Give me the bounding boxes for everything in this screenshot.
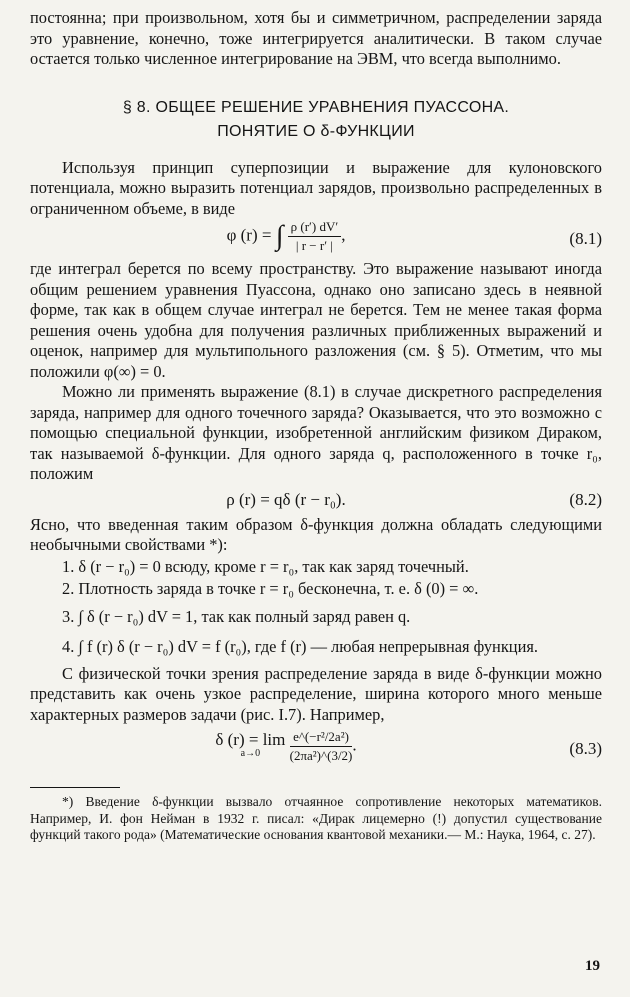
eq3-numerator: e^(−r²/2a²) <box>290 729 353 747</box>
eq1-tail: , <box>341 225 346 245</box>
eq1-lhs: φ (r) = <box>226 225 272 245</box>
eq3-label: (8.3) <box>569 739 602 758</box>
property-3: 3. ∫ δ (r − r₀) dV = 1, так как полный заряд равен q. <box>62 606 411 626</box>
eq1-denominator: | r − r′ | <box>295 238 333 253</box>
paragraph-physical: С физической точки зрения распределение заряда в виде δ-функции можно представить как очень узкое распределение, ширина которого много меньше характерных размеров задачи (рис. I.7). Например, <box>30 663 602 724</box>
eq3-tail: . <box>352 735 357 755</box>
paragraph-intro: постоянна; при произвольном, хотя бы и симметричном, распределении заряда это уравнение, конечно, тоже интегрируется аналитически. В таком случае остается только численное интегрирование на ЭВМ, что всегда выполнимо. <box>30 8 602 68</box>
eq3-lim <box>215 729 286 761</box>
paragraph-properties: Ясно, что введенная таким образом δ-функция должна обладать следующими необычными свойствами *): <box>30 514 602 554</box>
eq3-denominator: (2πa²)^(3/2) <box>289 748 353 763</box>
paragraph-delta-intro: Можно ли применять выражение (8.1) в случае дискретного распределения заряда, например для одного точечного заряда? Оказывается, что это возможно с помощью специальной функции, изобретенной английским физиком Дираком, так называемой δ-функции. Для одного заряда q, расположенного в точке r₀, положим <box>30 382 602 483</box>
section-heading-line2: ПОНЯТИЕ О δ-ФУНКЦИИ <box>217 122 415 140</box>
property-2: 2. Плотность заряда в точке r = r₀ бесконечна, т. е. δ (0) = ∞. <box>62 578 479 598</box>
property-4: 4. ∫ f (r) δ (r − r₀) dV = f (r₀), где f (r) — любая непрерывная функция. <box>62 636 538 656</box>
page-number: 19 <box>585 958 600 974</box>
eq1-label: (8.1) <box>569 229 602 248</box>
eq2-label: (8.2) <box>569 489 602 509</box>
eq3-fraction <box>290 729 353 764</box>
integral-sign: ∫ <box>275 220 284 252</box>
footnote-divider <box>30 787 120 788</box>
paragraph-superposition: Используя принцип суперпозиции и выражение для кулоновского потенциала, можно выразить потенциал зарядов, произвольно распределенных в ограниченном объеме, в виде <box>30 157 602 218</box>
section-heading-line1: § 8. ОБЩЕЕ РЕШЕНИЕ УРАВНЕНИЯ ПУАССОНА. <box>122 98 510 116</box>
eq2-body: ρ (r) = qδ (r − r₀). <box>226 489 346 509</box>
page <box>30 8 602 844</box>
equation-8-3 <box>30 725 602 773</box>
eq3-lim-sub: a→0 <box>240 747 261 759</box>
property-1: 1. δ (r − r₀) = 0 всюду, кроме r = r₀, так как заряд точечный. <box>62 556 469 576</box>
eq3-lhs: δ (r) = lim <box>215 729 286 749</box>
paragraph-general-solution: где интеграл берется по всему пространству. Это выражение называют иногда общим решением уравнения Пуассона, однако оно записано здесь в неявной форме, так как в общем случае интеграл не берется. Тем не менее такая форма решения очень удобна для получения различных приближенных выражений и оценок, например для мультипольного разложения (см. § 5). Отметим, что мы положили φ(∞) = 0. <box>30 259 602 381</box>
equation-8-2 <box>30 485 602 515</box>
equation-8-1 <box>30 219 602 259</box>
eq1-numerator: ρ (r′) dV′ <box>288 219 342 237</box>
eq1-fraction <box>288 219 342 254</box>
footnote: *) Введение δ-функции вызвало отчаянное сопротивление некоторых математиков. Например, И. фон Нейман в 1932 г. писал: «Дирак лицемерно (!) допустил существование функций такого рода» (Математические основания квантовой механики.— М.: Наука, 1964, с. 27). <box>30 794 602 842</box>
